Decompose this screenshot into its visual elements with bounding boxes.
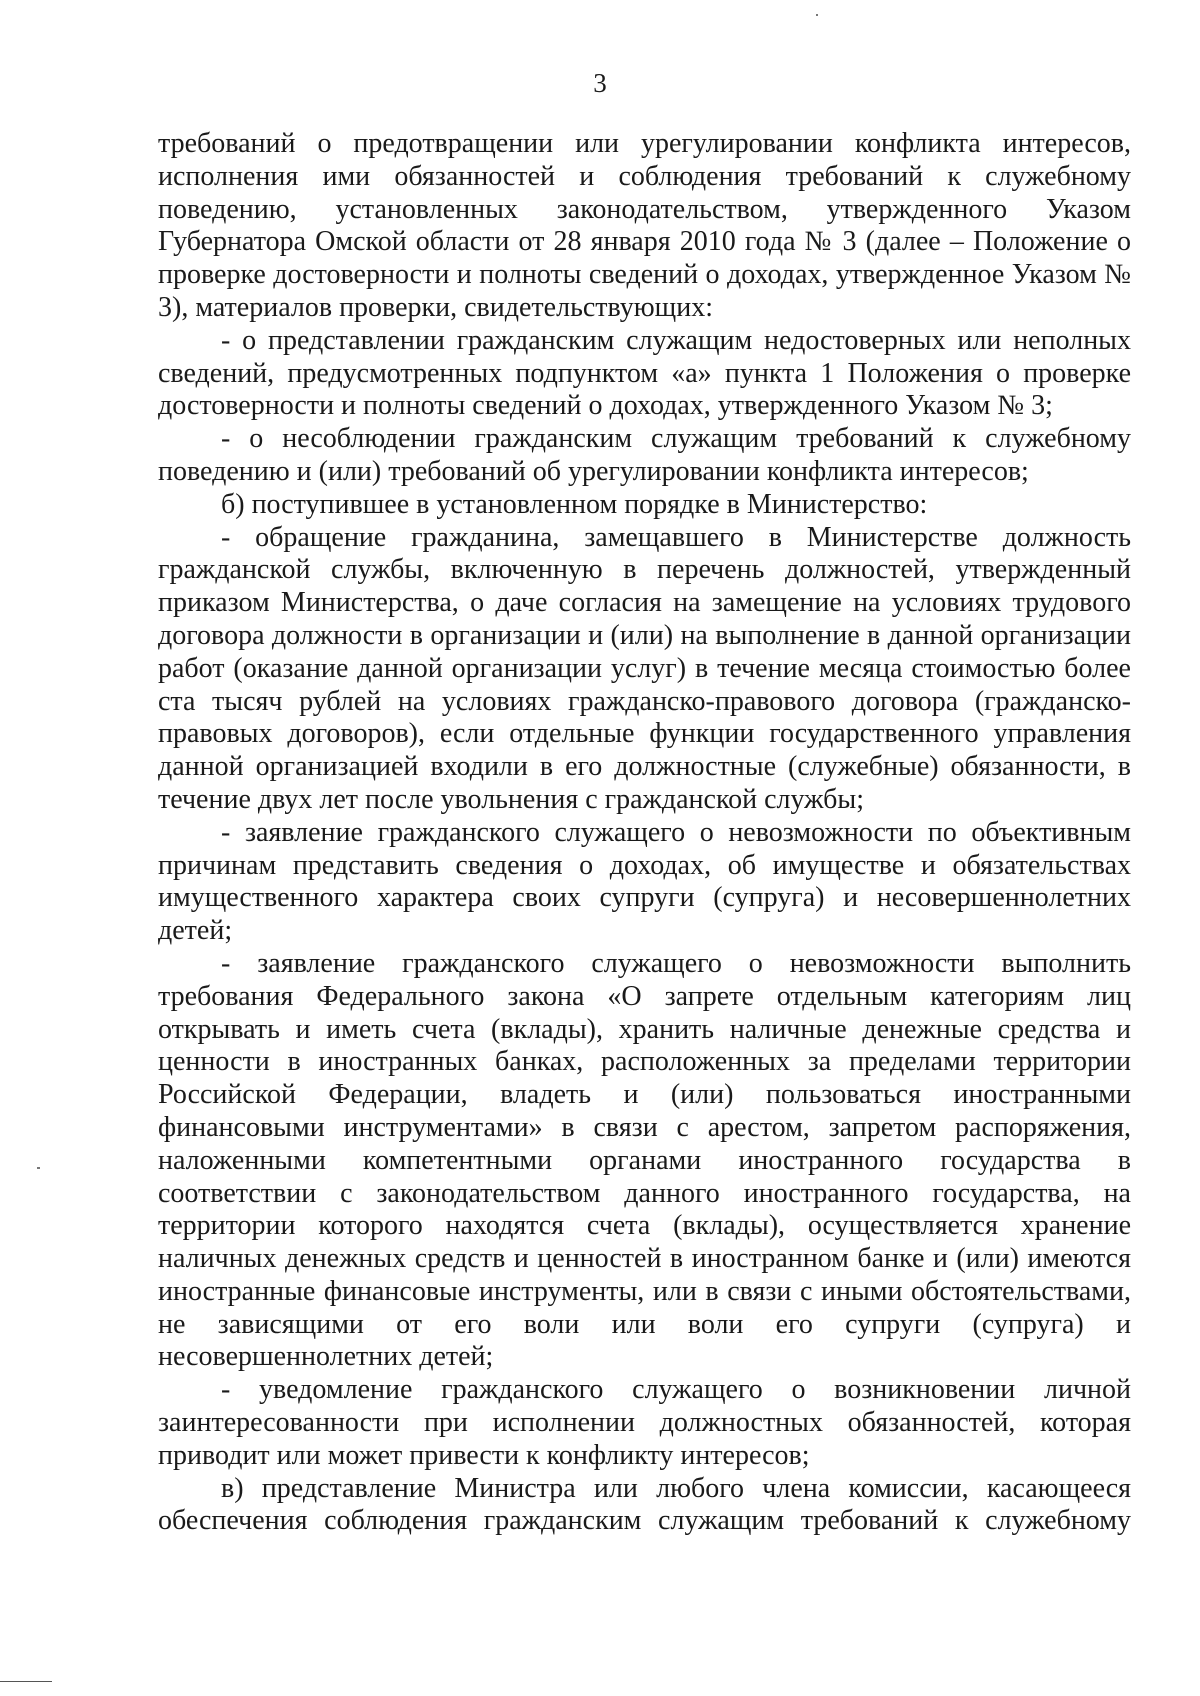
paragraph-continuation: требований о предотвращении или урегулировании конфликта интересов, исполнения ими обязанностей и соблюдения требований к служебному поведению, установленных законодательством, утвержденного Указом Губернатора Омской области от 28 января 2010 года № 3 (далее – Положение о проверке достоверности и полноты сведений о доходах, утвержденное Указом № 3), материалов проверки, свидетельствующих: (158, 128, 1131, 323)
scan-speck (37, 1167, 40, 1169)
scan-edge-mark (0, 1681, 52, 1682)
paragraph-item-unreliable-info: - о представлении гражданским служащим недостоверных или неполных сведений, предусмотренных подпунктом «а» пункта 1 Положения о проверке достоверности и полноты сведений о доходах, утвержденного Указом № 3; (158, 324, 1131, 422)
document-body (158, 128, 1131, 1538)
paragraph-item-conduct-violation: - о несоблюдении гражданским служащим требований к служебному поведению и (или) требований об урегулировании конфликта интересов; (158, 423, 1131, 487)
scan-speck (816, 14, 818, 16)
paragraph-item-conflict-notice: - уведомление гражданского служащего о возникновении личной заинтересованности при исполнении должностных обязанностей, которая приводит или может привести к конфликту интересов; (158, 1374, 1131, 1471)
paragraph-item-foreign-accounts: - заявление гражданского служащего о невозможности выполнить требования Федерального закона «О запрете отдельным категориям лиц открывать и иметь счета (вклады), хранить наличные денежные средства и ценности в иностранных банках, расположенных за пределами территории Российской Федерации, владеть и (или) пользоваться иностранными финансовыми инструментами» в связи с арестом, запретом распоряжения, наложенными компетентными органами иностранного государства в соответствии с законодательством данного иностранного государства, на территории которого находятся счета (вклады), осуществляется хранение наличных денежных средств и ценностей в иностранном банке и (или) имеются иностранные финансовые инструменты, или в связи с иными обстоятельствами, не зависящими от его воли или воли его супруги (супруга) и несовершеннолетних детей; (158, 947, 1131, 1373)
page-number: 3 (593, 68, 607, 98)
paragraph-subsection-v: в) представление Министра или любого члена комиссии, касающееся обеспечения соблюдения гражданским служащим требований к служебному (158, 1472, 1131, 1537)
paragraph-item-income-statement: - заявление гражданского служащего о невозможности по объективным причинам представить сведения о доходах, об имуществе и обязательствах имущественного характера своих супруги (супруга) и несовершеннолетних детей; (158, 816, 1131, 947)
paragraph-subsection-b: б) поступившее в установленном порядке в Министерство: (221, 488, 928, 520)
paragraph-item-citizen-appeal: - обращение гражданина, замещавшего в Министерстве должность гражданской службы, включенную в перечень должностей, утвержденный приказом Министерства, о даче согласия на замещение на условиях трудового договора должности в организации и (или) на выполнение в данной организации работ (оказание данной организации услуг) в течение месяца стоимостью более ста тысяч рублей на условиях гражданско-правового договора (гражданско-правовых договоров), если отдельные функции государственного управления данной организацией входили в его должностные (служебные) обязанности, в течение двух лет после увольнения с гражданской службы; (158, 521, 1131, 815)
